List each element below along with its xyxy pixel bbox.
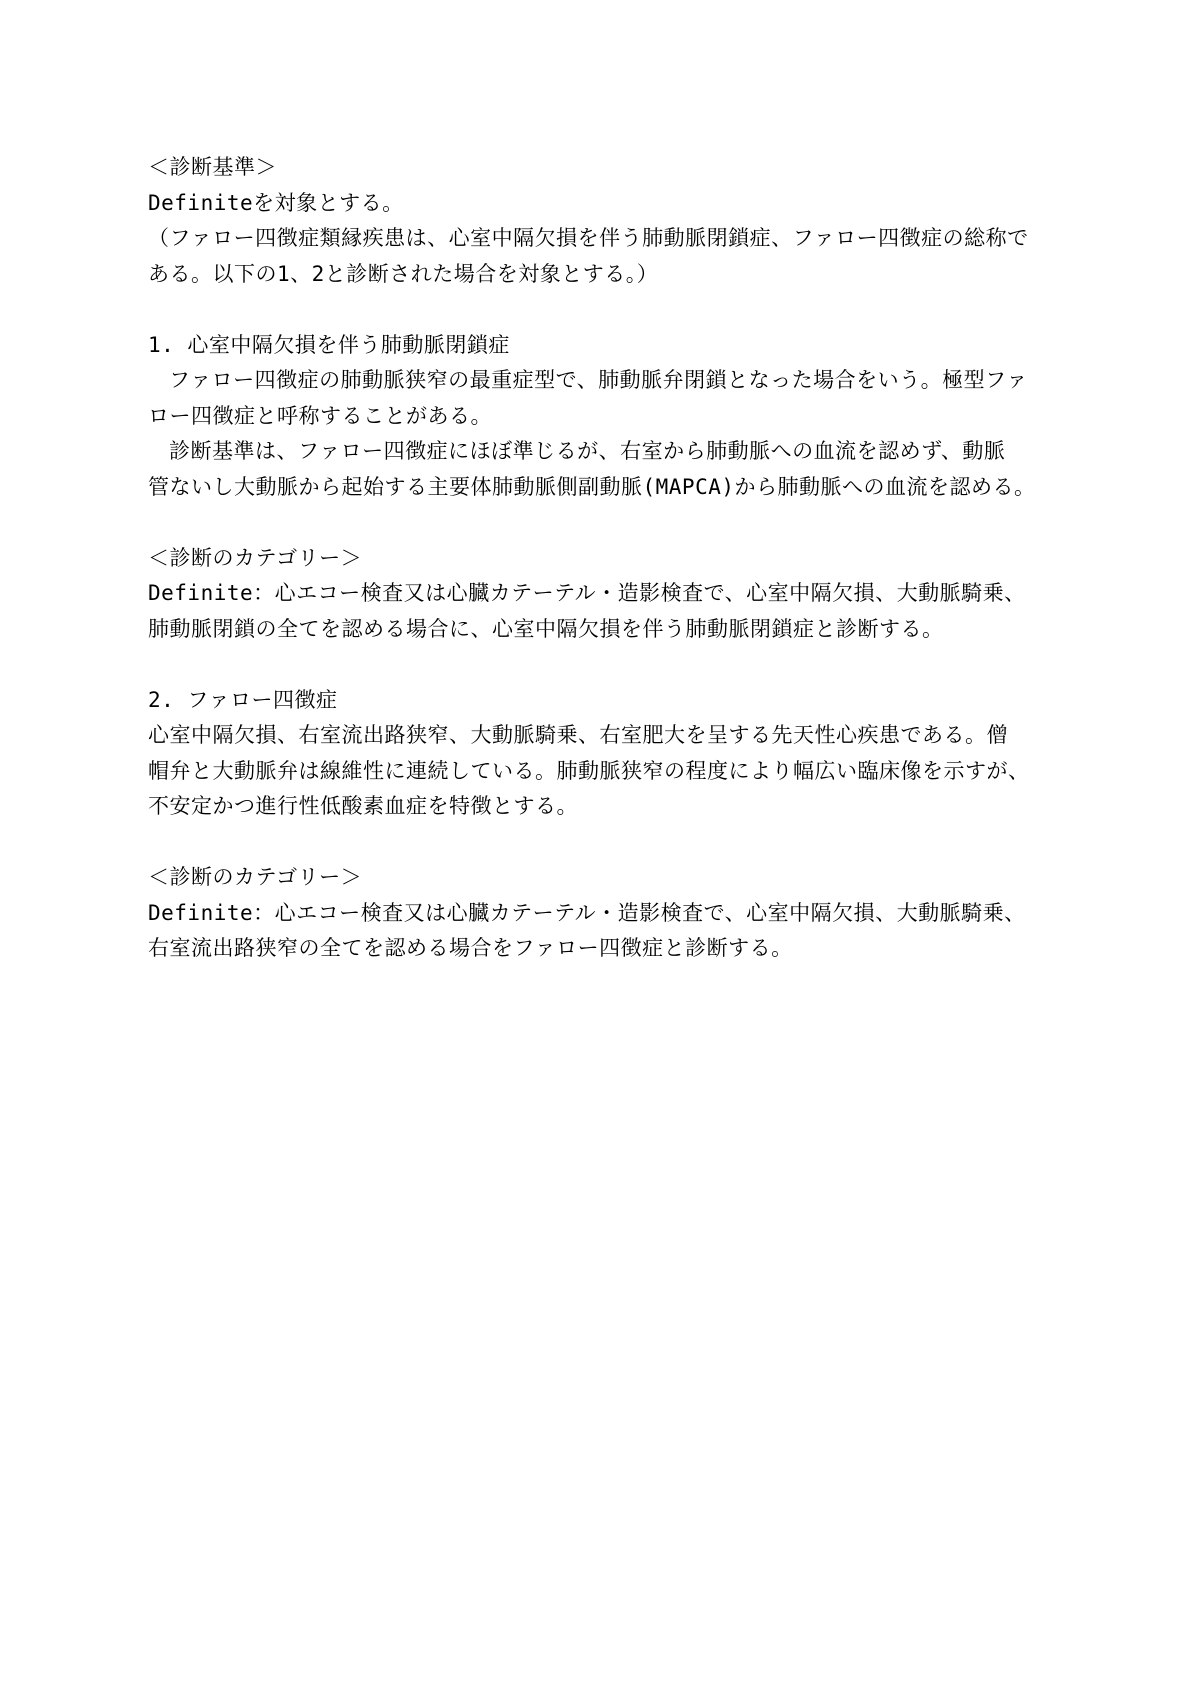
criteria-line-1: Definiteを対象とする。 <box>148 190 404 215</box>
section-1-paragraph-1-line-2: ロー四徴症と呼称することがある。 <box>148 403 492 428</box>
category-1-line-1: Definite：心エコー検査又は心臓カテーテル・造影検査で、心室中隔欠損、大動脈騎乗、 <box>148 581 1026 605</box>
criteria-heading: ＜診断基準＞ <box>148 155 277 179</box>
criteria-line-2: （ファロー四徴症類縁疾患は、心室中隔欠損を伴う肺動脈閉鎖症、ファロー四徴症の総称で <box>148 226 1029 250</box>
spacer <box>148 647 1048 683</box>
section-1-paragraph-1-line-1: ファロー四徴症の肺動脈狭窄の最重症型で、肺動脈弁閉鎖となった場合をいう。極型ファ <box>169 368 1028 392</box>
category-2-heading: ＜診断のカテゴリー＞ <box>148 865 363 889</box>
section-2-line-2: 帽弁と大動脈弁は線維性に連続している。肺動脈狭窄の程度により幅広い臨床像を示すが、 <box>148 758 1030 783</box>
document-page <box>148 150 1048 967</box>
criteria-line-3: ある。以下の1、2と診断された場合を対象とする。） <box>148 261 659 286</box>
section-2-line-1: 心室中隔欠損、右室流出路狭窄、大動脈騎乗、右室肥大を呈する先天性心疾患である。僧 <box>148 723 1008 747</box>
section-2-heading: 2. ファロー四徴症 <box>148 687 338 712</box>
section-1-paragraph-2-line-1: 診断基準は、ファロー四徴症にほぼ準じるが、右室から肺動脈への血流を認めず、動脈 <box>169 439 1006 463</box>
category-1-heading: ＜診断のカテゴリー＞ <box>148 545 363 570</box>
category-1-line-2: 肺動脈閉鎖の全てを認める場合に、心室中隔欠損を伴う肺動脈閉鎖症と診断する。 <box>148 616 944 641</box>
spacer <box>148 825 1048 861</box>
section-1-paragraph-2-line-2: 管ないし大動脈から起始する主要体肺動脈側副動脈(MAPCA)から肺動脈への血流を認める。 <box>148 474 1036 499</box>
section-2-line-3: 不安定かつ進行性低酸素血症を特徴とする。 <box>148 794 578 818</box>
category-2-line-2: 右室流出路狭窄の全てを認める場合をファロー四徴症と診断する。 <box>148 936 793 960</box>
spacer <box>148 292 1048 328</box>
category-2-line-1: Definite：心エコー検査又は心臓カテーテル・造影検査で、心室中隔欠損、大動脈騎乗、 <box>148 900 1026 925</box>
section-1-heading: 1. 心室中隔欠損を伴う肺動脈閉鎖症 <box>148 332 510 357</box>
spacer <box>148 505 1048 541</box>
